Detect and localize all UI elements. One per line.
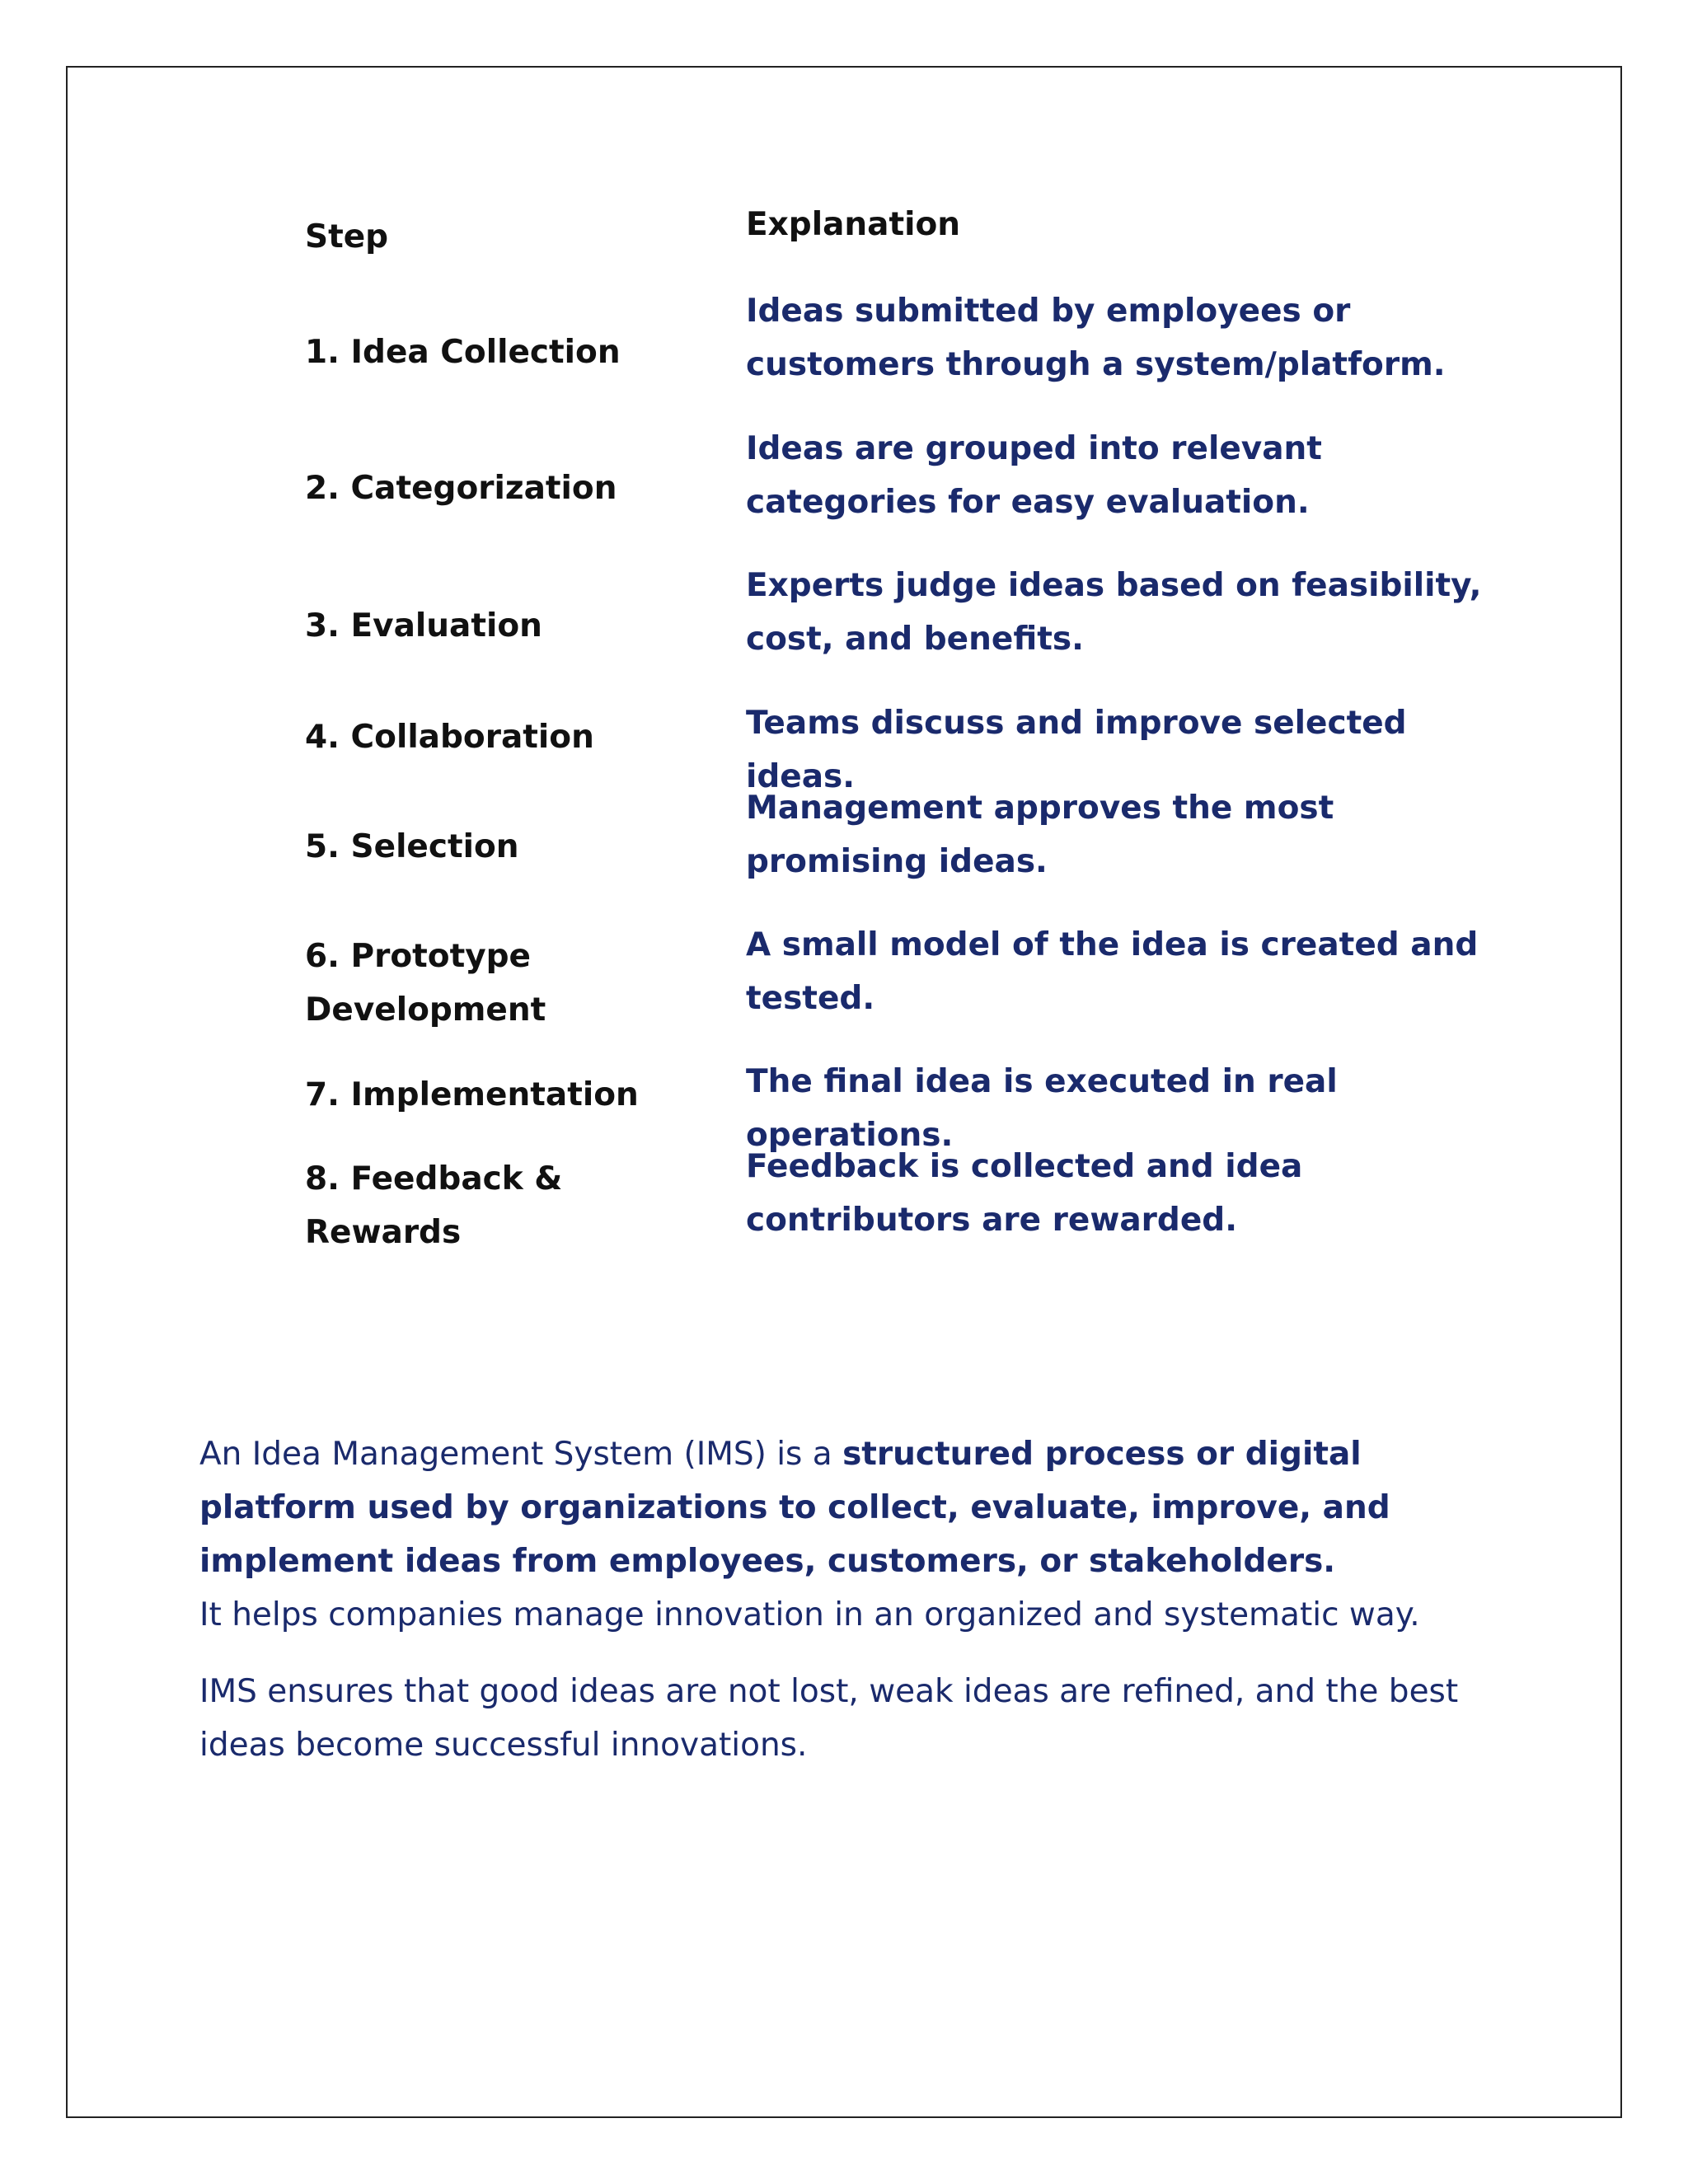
step-4: 4. Collaboration: [305, 719, 594, 756]
explanation-3: Experts judge ideas based on feasibility, cost, and benefits.: [746, 567, 1482, 658]
step-5: 5. Selection: [305, 828, 519, 865]
ims-definition-paragraph: [199, 1427, 1518, 1642]
explanation-7: The final idea is executed in real operations.: [746, 1063, 1338, 1154]
explanation-column-header: Explanation: [746, 206, 961, 243]
explanation-4: Teams discuss and improve selected ideas.: [746, 705, 1407, 795]
ims-closing-paragraph: IMS ensures that good ideas are not lost, weak ideas are refined, and the best ideas become successful innovations.: [199, 1673, 1459, 1764]
explanation-6: A small model of the idea is created and tested.: [746, 926, 1479, 1017]
explanation-8: Feedback is collected and idea contributors are rewarded.: [746, 1148, 1303, 1239]
step-column-header: Step: [305, 218, 389, 255]
step-1: 1. Idea Collection: [305, 334, 621, 371]
explanation-5: Management approves the most promising ideas.: [746, 790, 1334, 880]
explanation-1: Ideas submitted by employees or customers through a system/platform.: [746, 293, 1446, 383]
ims-purpose-line: It helps companies manage innovation in an organized and systematic way.: [199, 1596, 1420, 1633]
explanation-2: Ideas are grouped into relevant categories for easy evaluation.: [746, 430, 1322, 521]
ims-definition-bold: structured process or digital platform used by organizations to collect, evaluate, improve, and implement ideas from employees, customers, or stakeholders.: [199, 1436, 1390, 1580]
step-7: 7. Implementation: [305, 1076, 639, 1113]
step-3: 3. Evaluation: [305, 607, 542, 644]
step-6: 6. Prototype Development: [305, 938, 546, 1029]
step-2: 2. Categorization: [305, 470, 617, 507]
step-8: 8. Feedback & Rewards: [305, 1160, 563, 1251]
ims-definition-lead: An Idea Management System (IMS) is a: [199, 1436, 843, 1473]
